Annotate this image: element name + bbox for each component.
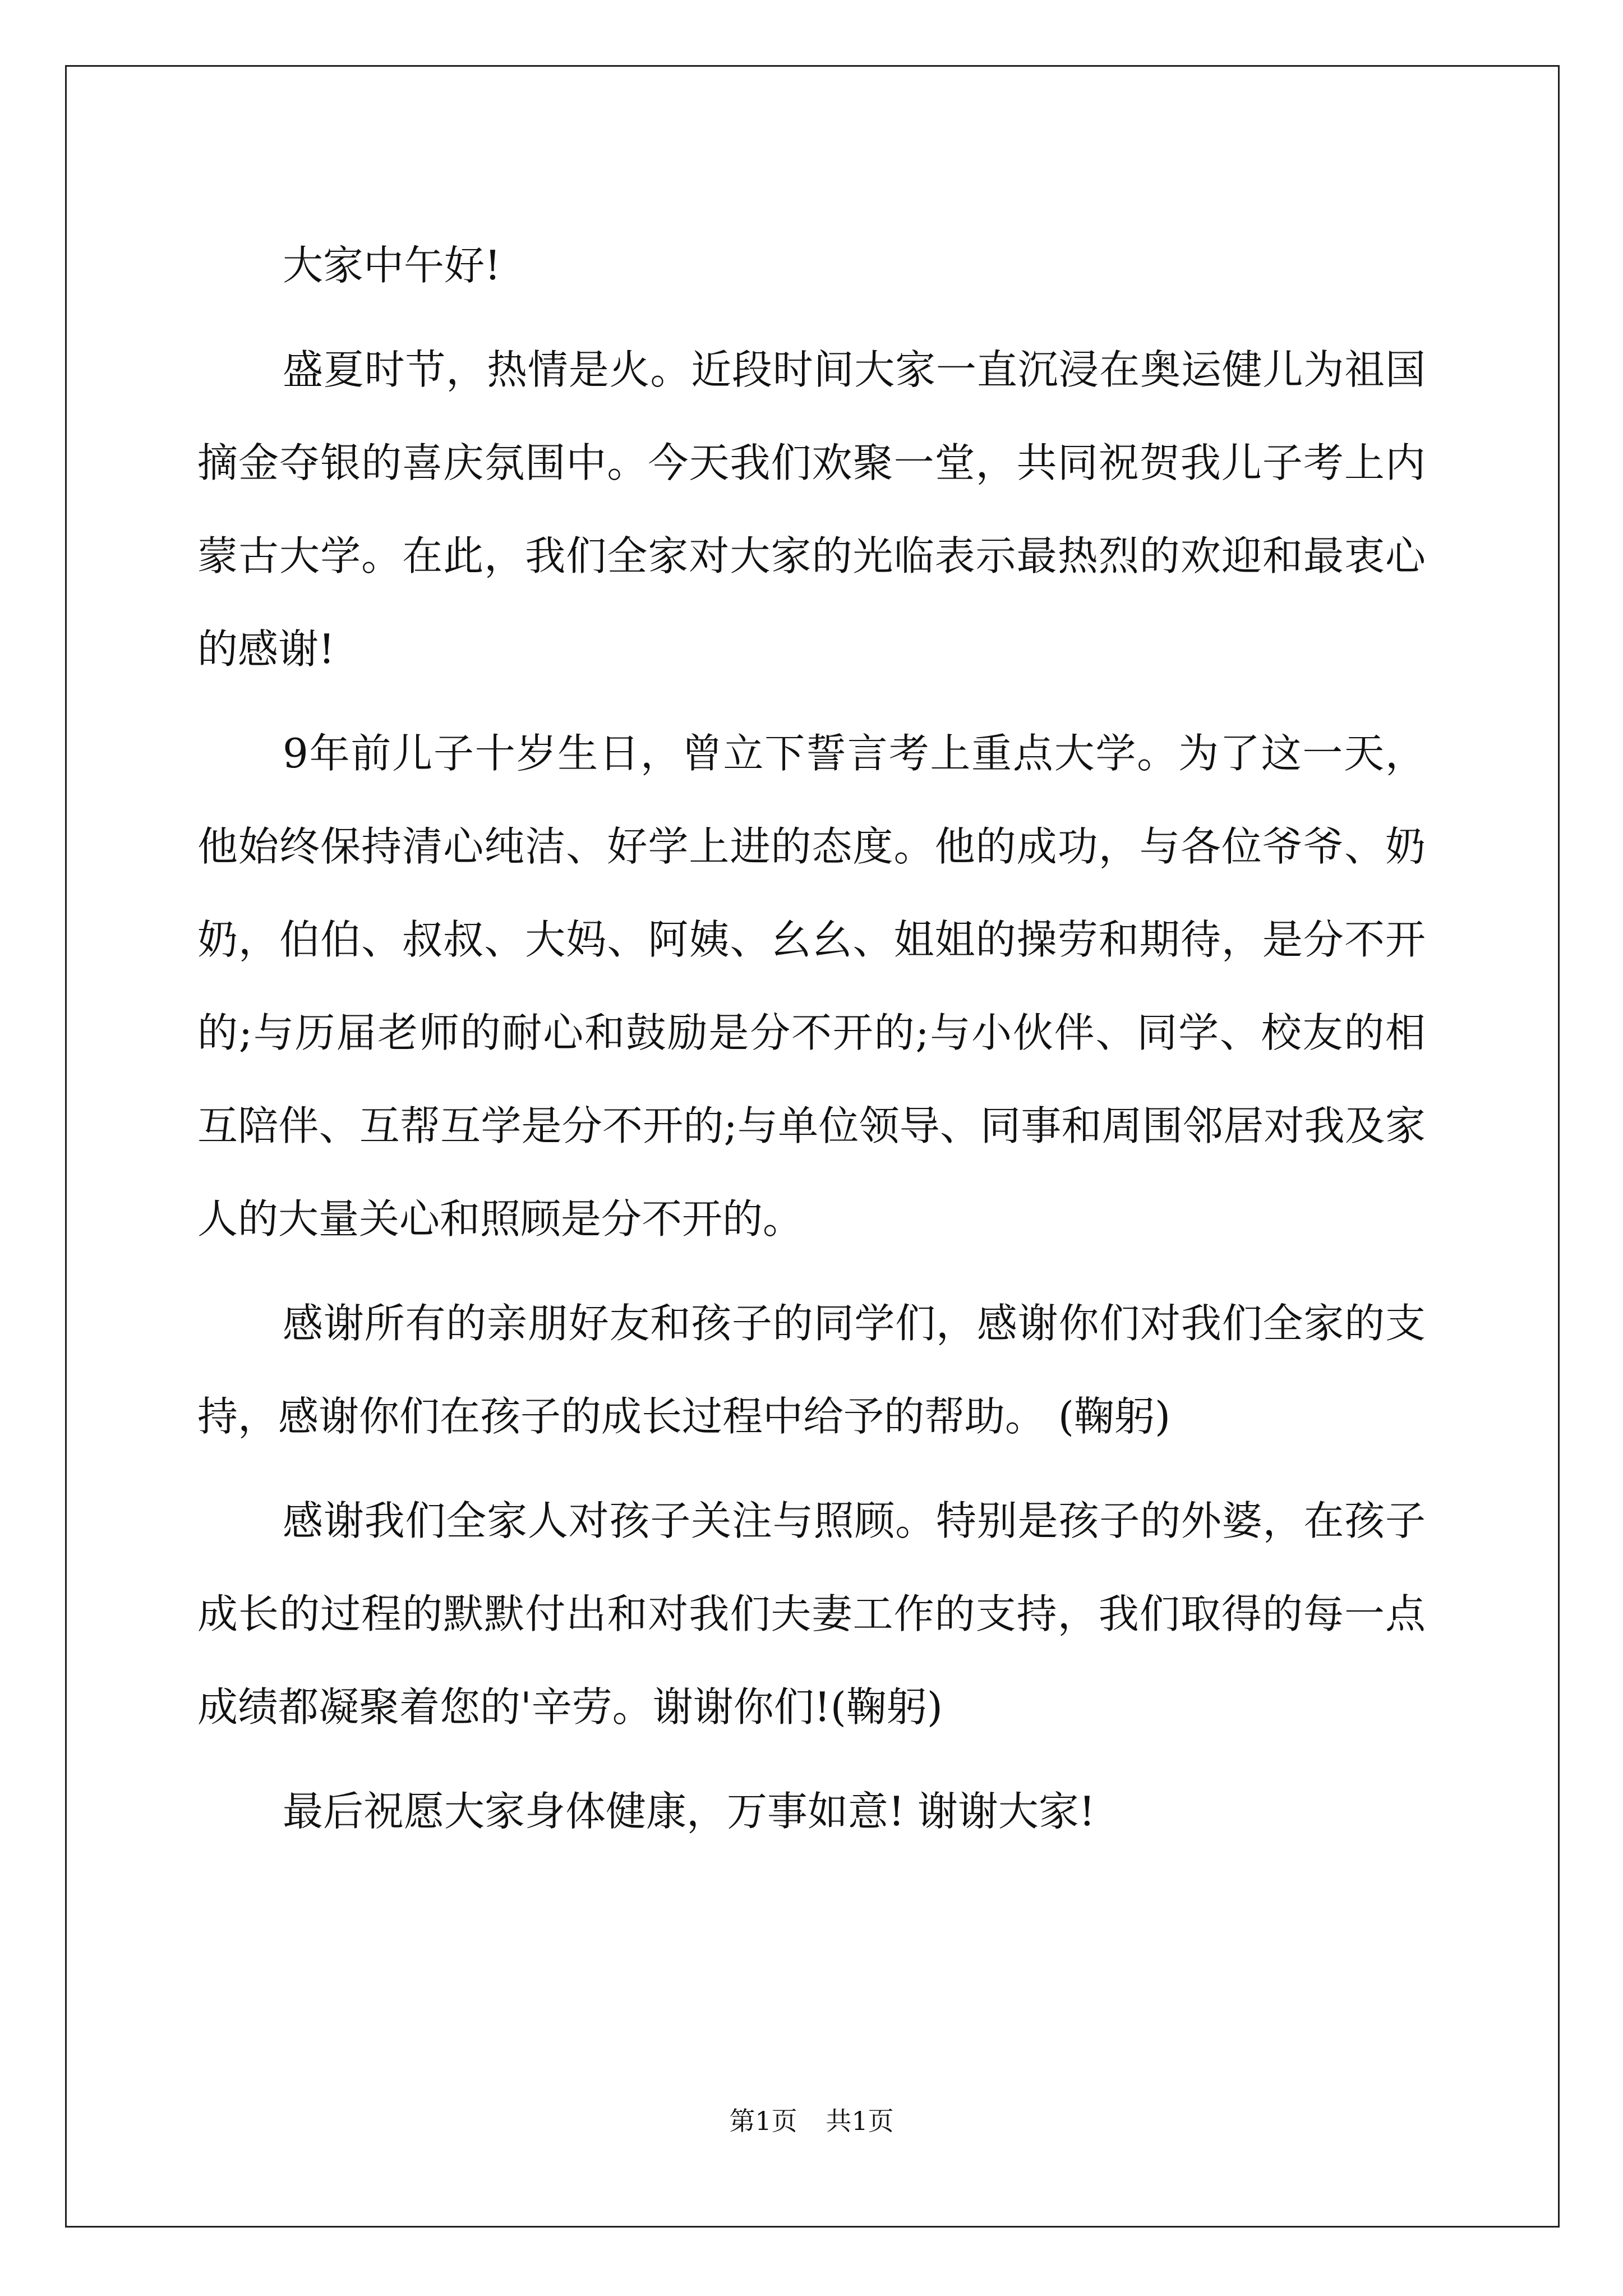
paragraph-closing: 最后祝愿大家身体健康，万事如意! 谢谢大家! [283, 1788, 1095, 1835]
page-number-current: 第1页 [729, 2106, 797, 2136]
document-body [197, 219, 1426, 1869]
paragraph-thanks-family: 感谢我们全家人对孩子关注与照顾。特别是孩子的外婆，在孩子成长的过程的默默付出和对我们夫妻工作的支持，我们取得的每一点成绩都凝聚着您的'辛劳。谢谢你们!(鞠躬) [197, 1497, 1426, 1731]
page-number-total: 共1页 [826, 2106, 894, 2136]
paragraph-story: 9年前儿子十岁生日，曾立下誓言考上重点大学。为了这一天，他始终保持清心纯洁、好学上进的态度。他的成功，与各位爷爷、奶奶，伯伯、叔叔、大妈、阿姨、幺幺、姐姐的操劳和期待，是分不开的;与历届老师的耐心和鼓励是分不开的;与小伙伴、同学、校友的相互陪伴、互帮互学是分不开的;与单位领导、同事和周围邻居对我及家人的大量关心和照顾是分不开的。 [197, 730, 1426, 1243]
paragraph-thanks-friends: 感谢所有的亲朋好友和孩子的同学们，感谢你们对我们全家的支持，感谢你们在孩子的成长过程中给予的帮助。 (鞠躬) [197, 1300, 1426, 1440]
paragraph-greeting: 大家中午好! [283, 242, 501, 289]
page-footer [0, 2101, 1623, 2138]
paragraph-opening: 盛夏时节，热情是火。近段时间大家一直沉浸在奥运健儿为祖国摘金夺银的喜庆氛围中。今天我们欢聚一堂，共同祝贺我儿子考上内蒙古大学。在此，我们全家对大家的光临表示最热烈的欢迎和最衷心的感谢! [197, 346, 1426, 673]
